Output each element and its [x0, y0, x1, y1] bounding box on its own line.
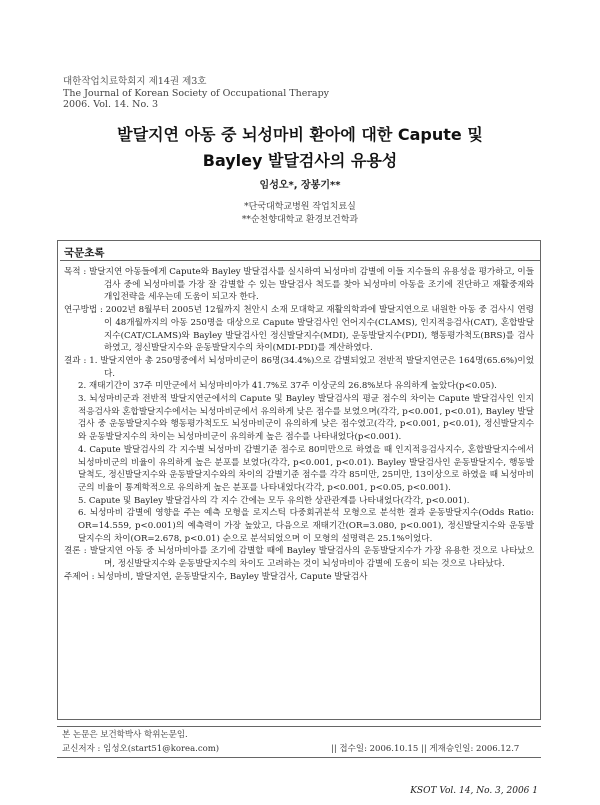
page-footer: KSOT Vol. 14, No. 3, 2006 1	[410, 786, 538, 796]
title-line-2: Bayley 발달검사의 유용성	[202, 151, 398, 170]
authors: 임성오*, 장봉기**	[259, 180, 341, 191]
footnote-divider	[57, 726, 541, 727]
abstract-paragraph: 5. Capute 및 Bayley 발달검사의 각 지수 간에는 모두 유의한 상관관계를 나타내었다(각각, p<0.001).	[78, 495, 470, 506]
abstract-paragraph: 3. 뇌성마비군과 전반적 발달지연군에서의 Capute 및 Bayley 발달검사의 평균 점수의 차이는 Capute 발달검사인 인지적응검사와 혼합발달지수에서는 뇌성마비군에서 유의하게 낮은 점수를 보였으며(각각, p<0.001, p<0.01), Bayley 발달검사 중 운동발달지수와 행동평가척도도 뇌성마비군이 유의하게 낮은 점수였고(각각, p<0.001, p<0.01), 정신발달지수와 운동발달지수의 차이는 뇌성마비군이 유의하게 높은 점수를 나타내었다(p<0.001).	[78, 394, 534, 443]
journal-info	[63, 76, 329, 111]
journal-volume: 2006. Vol. 14. No. 3	[63, 99, 159, 111]
abstract-paragraph: 4. Capute 발달검사의 각 지수별 뇌성마비 감별기준 점수로 80미만으로 하였을 때 인지적응검사지수, 혼합발달지수에서 뇌성마비군의 비율이 유의하게 높은 분포를 보였다(각각, p<0.001, p<0.01). Bayley 발달검사인 운동발달지수, 행동발달척도, 정신발달지수와 운동발달지수와의 차이의 감별기준 점수를 각각 85미만, 25미만, 13이상으로 하였을 때 뇌성마비군의 비율이 통계학적으로 유의하게 높은 분포를 나타내었다(각각, p<0.001, p<0.05, p<0.001).	[78, 444, 534, 493]
journal-name-korean: 대한작업치료학회지 제14권 제3호	[63, 76, 207, 87]
abstract-paragraph: 2. 재태기간이 37주 미만군에서 뇌성마비아가 41.7%로 37주 이상군의 26.8%보다 유의하게 높았다(p<0.05).	[78, 381, 497, 392]
abstract-heading: 국문초록	[64, 247, 105, 259]
abstract-paragraph: 결론 : 발달지연 아동 중 뇌성마비아를 조기에 감별할 때에 Bayley 발달검사의 운동발달지수가 가장 유용한 것으로 나타났으며, 정신발달지수와 운동발달지수의 차이도 고려하는 것이 뇌성마비아 감별에 도움이 되는 것으로 나타났다.	[64, 546, 534, 570]
keywords: 주제어 : 뇌성마비, 발달지연, 운동발달지수, Bayley 발달검사, Capute 발달검사	[64, 571, 368, 582]
journal-name-english: The Journal of Korean Society of Occupational Therapy	[63, 87, 330, 99]
footnote-thesis: 본 논문은 보건학박사 학위논문임.	[62, 730, 188, 740]
corresponding-author: 교신저자 : 임성오(start51@korea.com)	[62, 744, 220, 754]
paper-title	[0, 122, 600, 174]
affiliation-1: *단국대학교병원 작업치료실	[244, 202, 356, 212]
abstract-body	[64, 266, 534, 584]
abstract-paragraph: 연구방법 : 2002년 8월부터 2005년 12월까지 천안시 소재 모대학교 재활의학과에 발달지연으로 내원한 아동 중 검사시 연령이 48개월까지의 아동 250명을 대상으로 Capute 발달검사인 언어지수(CLAMS), 인지적응검사(CAT), 혼합발달지수(CAT/CLAMS)와 Bayley 발달검사인 정신발달지수(MDI), 운동발달지수(PDI), 행동평가척도(BRS)를 검사하였고, 정신발달지수와 운동발달지수의 차이(MDI-PDI)를 계산하였다.	[64, 305, 534, 354]
abstract-divider	[60, 260, 540, 261]
title-line-1: 발달지연 아동 중 뇌성마비 환아에 대한 Capute 및	[117, 125, 483, 144]
abstract-paragraph: 6. 뇌성마비 감별에 영향을 주는 예측 모형을 로지스틱 다중회귀분석 모형으로 분석한 결과 운동발달지수(Odds Ratio: OR=14.559, p<0.001)의 예측력이 가장 높았고, 다음으로 재태기간(OR=3.080, p<0.001), 정신발달지수와 운동발달지수의 차이(OR=2.678, p<0.01) 순으로 분석되었으며 이 모형의 설명력은 25.1%이었다.	[78, 508, 534, 544]
footnote-bottom-divider	[57, 757, 541, 758]
abstract-paragraph: 결과 : 1. 발달지연아 총 250명중에서 뇌성마비군이 86명(34.4%)으로 감별되었고 전반적 발달지연군은 164명(65.6%)이었다.	[64, 355, 534, 379]
received-accepted-dates: || 접수일: 2006.10.15 || 게재승인일: 2006.12.7	[331, 744, 520, 754]
abstract-paragraph: 목적 : 발달지연 아동들에게 Capute와 Bayley 발달검사를 실시하여 뇌성마비 감별에 이들 지수들의 유용성을 평가하고, 이들 검사 중에 뇌성마비를 가장 잘 감별할 수 있는 발달검사 척도를 찾아 뇌성마비 아동을 조기에 진단하고 재활중재와 개입전략을 세우는데 도움이 되고자 한다.	[64, 267, 534, 303]
affiliation-2: **순천향대학교 환경보건학과	[241, 215, 359, 225]
affiliations	[0, 201, 600, 227]
footnote-correspondence	[62, 742, 520, 754]
